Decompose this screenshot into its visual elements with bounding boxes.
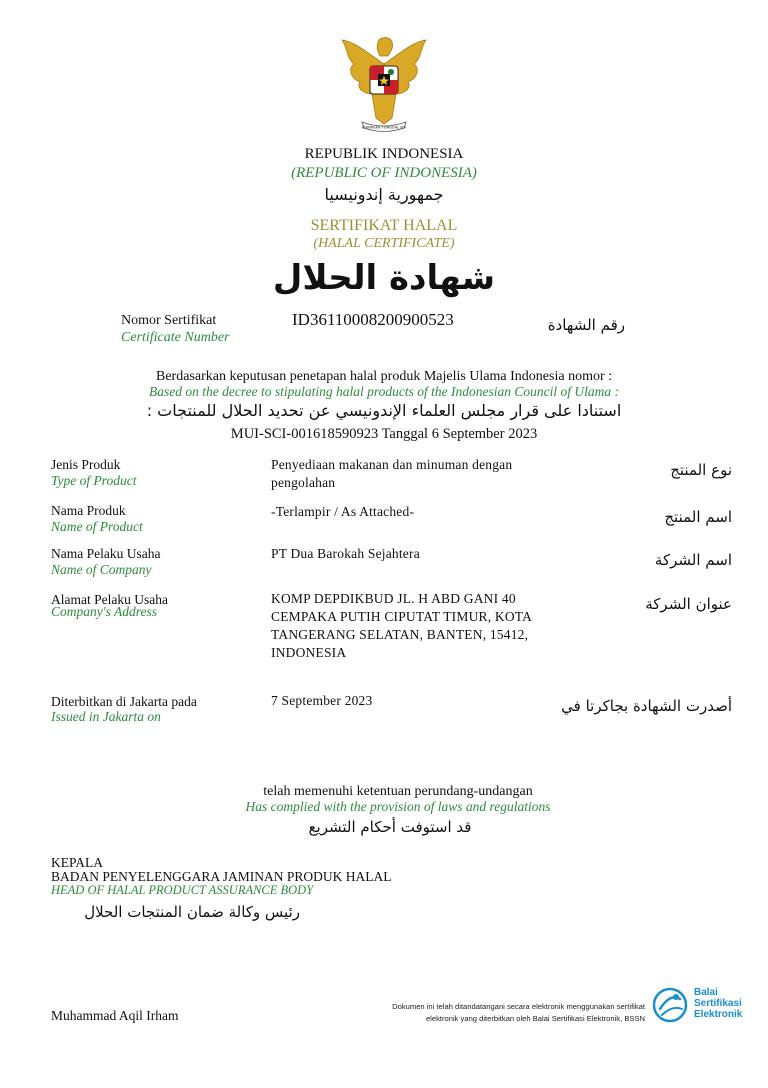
bsre-logo-icon bbox=[652, 987, 688, 1023]
bsre-logo-line3: Elektronik bbox=[694, 1009, 743, 1020]
certificate-number: ID36110008200900523 bbox=[292, 310, 454, 329]
certificate-title-ar: شهادة الحلال bbox=[272, 258, 496, 298]
field-label-en: Company's Address bbox=[51, 604, 158, 619]
bsre-logo-line2: Sertifikasi bbox=[694, 998, 742, 1009]
field-label-en: Name of Company bbox=[51, 562, 152, 577]
compliance-line-ar: قد استوفت أحكام التشريع bbox=[308, 818, 472, 836]
field-label-en: Type of Product bbox=[51, 473, 137, 488]
certificate-title-en: (HALAL CERTIFICATE) bbox=[313, 236, 455, 251]
issued-label: Diterbitkan di Jakarta pada bbox=[51, 694, 197, 709]
field-label: Jenis Produk bbox=[51, 457, 121, 472]
republic-title-en: (REPUBLIC OF INDONESIA) bbox=[291, 165, 477, 181]
republic-title: REPUBLIK INDONESIA bbox=[304, 146, 464, 162]
decree-line: Berdasarkan keputusan penetapan halal produk Majelis Ulama Indonesia nomor : bbox=[155, 369, 613, 384]
field-value: KOMP DEPDIKBUD JL. H ABD GANI 40 CEMPAKA PUTIH CIPUTAT TIMUR, KOTA TANGERANG SELATAN, BANTEN, 15412, INDONESIA bbox=[271, 591, 532, 660]
field-label-ar: اسم الشركة bbox=[654, 551, 732, 569]
field-label-en: Name of Product bbox=[51, 519, 143, 534]
e-signature-note bbox=[340, 1001, 645, 1025]
signatory-name: Muhammad Aqil Irham bbox=[51, 1008, 179, 1023]
certificate-number-label: Nomor Sertifikat bbox=[121, 313, 217, 328]
e-signature-note-line1: Dokumen ini telah ditandatangani secara elektronik menggunakan sertifikat bbox=[392, 1002, 645, 1011]
certificate-title: SERTIFIKAT HALAL bbox=[310, 217, 458, 234]
bsre-logo-text bbox=[694, 987, 742, 1020]
field-label-ar: عنوان الشركة bbox=[645, 595, 732, 613]
signatory-title-ar: رئيس وكالة ضمان المنتجات الحلال bbox=[84, 903, 300, 921]
field-label-ar: اسم المنتج bbox=[664, 508, 732, 526]
field-label: Nama Pelaku Usaha bbox=[51, 546, 161, 561]
compliance-line: telah memenuhi ketentuan perundang-undangan bbox=[263, 784, 533, 799]
issued-label-en: Issued in Jakarta on bbox=[51, 709, 161, 724]
e-signature-note-line2: elektronik yang diterbitkan oleh Balai Sertifikasi Elektronik, BSSN bbox=[425, 1014, 645, 1023]
bsre-logo-line1: Balai bbox=[694, 987, 718, 998]
field-label-ar: نوع المنتج bbox=[670, 461, 732, 479]
emblem-motto: BHINNEKA TUNGGAL IKA bbox=[361, 125, 407, 130]
decree-line-ar: استنادا على قرار مجلس العلماء الإندونيسي عن تحديد الحلال للمنتجات : bbox=[146, 401, 622, 420]
decree-number: MUI-SCI-001618590923 Tanggal 6 September 2023 bbox=[230, 426, 538, 442]
decree-line-en: Based on the decree to stipulating halal products of the Indonesian Council of Ulama : bbox=[149, 384, 619, 399]
issued-label-ar: أصدرت الشهادة بجاكرتا في bbox=[561, 697, 732, 715]
compliance-line-en: Has complied with the provision of laws and regulations bbox=[245, 799, 551, 814]
field-value: Penyediaan makanan dan minuman dengan pengolahan bbox=[271, 457, 513, 490]
field-label: Alamat Pelaku Usaha bbox=[51, 592, 168, 607]
field-label: Nama Produk bbox=[51, 503, 126, 518]
certificate-number-label-ar: رقم الشهادة bbox=[547, 316, 625, 334]
republic-title-ar: جمهورية إندونيسيا bbox=[324, 185, 444, 204]
signatory-title-en: HEAD OF HALAL PRODUCT ASSURANCE BODY bbox=[51, 883, 314, 897]
issued-date: 7 September 2023 bbox=[271, 693, 373, 708]
signatory-title: KEPALA bbox=[51, 855, 104, 870]
garuda-emblem-icon bbox=[334, 34, 434, 134]
field-value: -Terlampir / As Attached- bbox=[271, 504, 415, 519]
certificate-number-label-en: Certificate Number bbox=[121, 330, 230, 345]
field-value: PT Dua Barokah Sejahtera bbox=[271, 546, 420, 561]
signatory-agency: BADAN PENYELENGGARA JAMINAN PRODUK HALAL bbox=[51, 869, 392, 884]
